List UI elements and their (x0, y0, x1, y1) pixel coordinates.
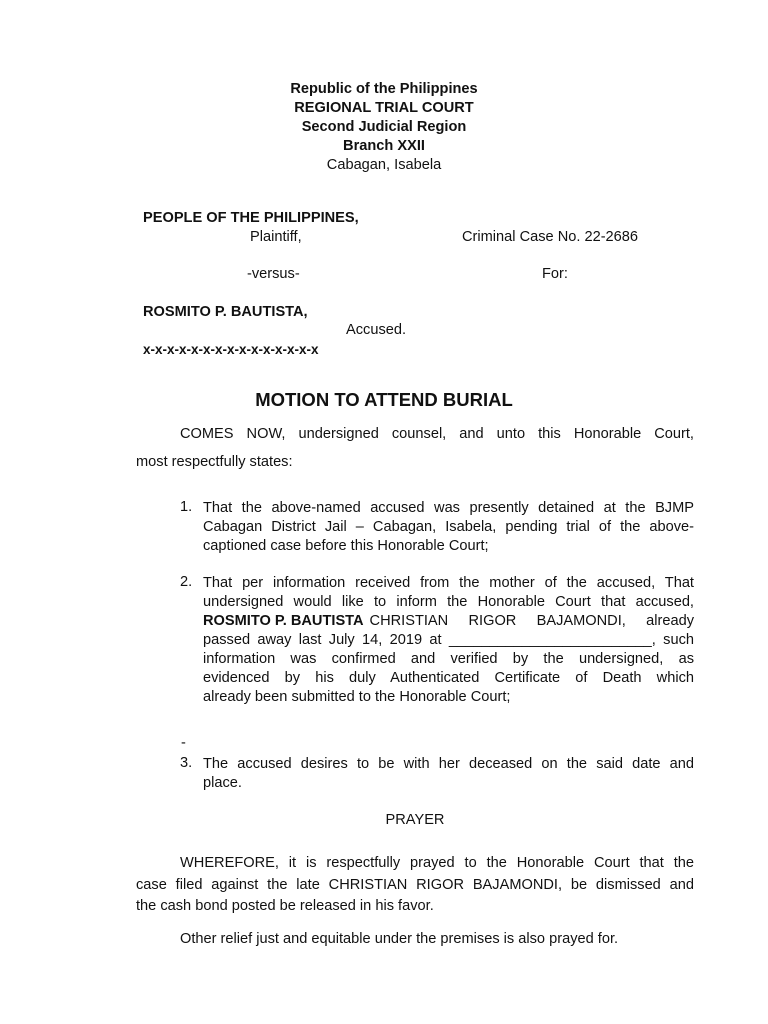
item-2-line: evidenced by his duly Authenticated Certificate of Death which (203, 670, 694, 686)
item-1-line: Cabagan District Jail – Cabagan, Isabela, pending trial of the above- (203, 519, 694, 535)
item-2-line: undersigned would like to inform the Honorable Court that accused, (203, 594, 694, 610)
motion-title: MOTION TO ATTEND BURIAL (255, 389, 513, 410)
item-3-number: 3. (180, 755, 193, 771)
versus-label: -versus- (247, 266, 300, 282)
prayer-line-1: WHEREFORE, it is respectfully prayed to the Honorable Court that the (180, 855, 694, 871)
item-1-number: 1. (180, 499, 193, 515)
item-1-line: captioned case before this Honorable Court; (203, 538, 489, 554)
intro-line-2: most respectfully states: (136, 454, 293, 470)
item-2-name-line (203, 612, 694, 631)
intro-line-1: COMES NOW, undersigned counsel, and unto this Honorable Court, (180, 426, 694, 442)
item-2-body (203, 574, 694, 707)
item-2-line: already been submitted to the Honorable Court; (203, 689, 511, 705)
header-region: Second Judicial Region (301, 119, 467, 135)
item-2-number: 2. (180, 574, 193, 590)
plaintiff-name: PEOPLE OF THE PHILIPPINES, (143, 210, 359, 226)
prayer-heading: PRAYER (385, 812, 445, 828)
plaintiff-label: Plaintiff, (250, 229, 302, 245)
prayer-line-3: the cash bond posted be released in his favor. (136, 898, 434, 914)
accused-name: ROSMITO P. BAUTISTA, (143, 304, 308, 320)
stray-dash: - (181, 735, 186, 751)
closing-line: Other relief just and equitable under the premises is also prayed for. (180, 931, 619, 947)
item-3-body (203, 755, 694, 793)
item-2-line: CHRISTIAN RIGOR BAJAMONDI, already (369, 613, 694, 629)
item-1-line: That the above-named accused was presently detained at the BJMP (203, 500, 694, 516)
item-3-line: place. (203, 775, 242, 791)
item-1-body (203, 499, 694, 556)
court-header (0, 80, 768, 175)
header-location: Cabagan, Isabela (326, 157, 442, 173)
item-2-line: information was confirmed and verified by the undersigned, as (203, 651, 694, 667)
case-number: Criminal Case No. 22-2686 (462, 229, 639, 245)
header-branch: Branch XXII (343, 138, 425, 154)
caption-separator: x-x-x-x-x-x-x-x-x-x-x-x-x-x-x (143, 342, 319, 357)
item-2-line: That per information received from the mother of the accused, That (203, 575, 694, 591)
header-republic: Republic of the Philippines (290, 81, 478, 97)
item-3-line: The accused desires to be with her deceased on the said date and (203, 756, 694, 772)
accused-label: Accused. (346, 322, 407, 338)
header-court: REGIONAL TRIAL COURT (294, 100, 474, 116)
prayer-line-2: case filed against the late CHRISTIAN RIGOR BAJAMONDI, be dismissed and (136, 877, 694, 893)
for-label: For: (542, 266, 568, 282)
accused-bold-name: ROSMITO P. BAUTISTA (203, 613, 364, 629)
item-2-line: passed away last July 14, 2019 at _________________________, such (203, 632, 694, 648)
